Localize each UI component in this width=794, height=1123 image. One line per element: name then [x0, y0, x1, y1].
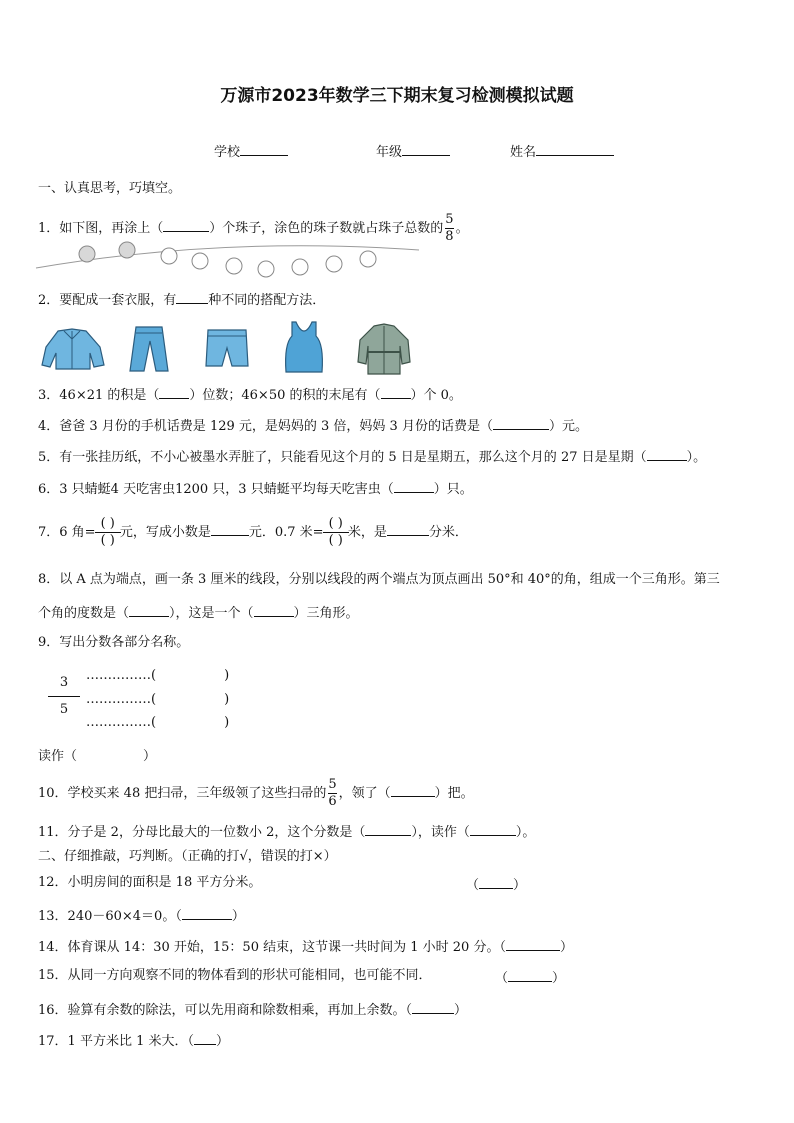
fraction-example: 3 5	[48, 672, 80, 721]
answer-blank[interactable]	[394, 479, 434, 493]
shorts-icon	[204, 328, 250, 370]
trousers-icon	[126, 325, 172, 375]
answer-blank[interactable]	[211, 522, 249, 536]
bead	[326, 256, 342, 272]
question-1: 1．如下图，再涂上（ ）个珠子，涂色的珠子数就占珠子总数的 $\frac{5}{8}$ 。	[38, 212, 469, 244]
answer-blank[interactable]	[254, 603, 294, 617]
shaded-bead	[119, 242, 135, 258]
school-label: 学校	[214, 145, 241, 160]
answer-blank[interactable]	[159, 385, 189, 399]
section-2-heading: 二、仔细推敲，巧判断。（正确的打√，错误的打×）	[38, 849, 337, 864]
fraction-blank[interactable]: $\frac{( )}{( )}$	[326, 517, 346, 548]
bead	[161, 248, 177, 264]
bead	[226, 258, 242, 274]
bead	[258, 261, 274, 277]
bead	[292, 259, 308, 275]
read-as-row[interactable]: 读作（ ）	[38, 749, 157, 764]
question-12: 12．小明房间的面积是 18 平方分米。	[38, 875, 262, 890]
coat-icon	[356, 322, 412, 376]
answer-blank[interactable]	[647, 447, 687, 461]
grade-field[interactable]	[376, 142, 450, 161]
fraction: $\frac{5}{8}$	[445, 212, 454, 244]
bead	[192, 253, 208, 269]
question-8-line-2: 个角的度数是（ ），这是一个（ ）三角形。	[38, 603, 359, 622]
judge-blank[interactable]: （ ）	[495, 968, 565, 987]
judge-blank[interactable]	[412, 1000, 454, 1014]
bead	[360, 251, 376, 267]
question-4: 4．爸爸 3 月份的手机话费是 129 元，是妈妈的 3 倍，妈妈 3 月份的话费是（ ）元。	[38, 416, 588, 435]
jacket-icon	[38, 325, 108, 373]
answer-blank[interactable]	[163, 218, 209, 232]
school-field[interactable]	[214, 142, 288, 161]
judge-blank[interactable]	[194, 1031, 216, 1045]
answer-blank[interactable]	[493, 416, 549, 430]
answer-blank[interactable]	[470, 822, 516, 836]
question-5: 5．有一张挂历纸，不小心被墨水弄脏了，只能看见这个月的 5 日是星期五，那么这个月的 27 日是星期（ ）。	[38, 447, 706, 466]
question-11: 11．分子是 2，分母比最大的一位数小 2，这个分数是（ ），读作（ ）。	[38, 822, 535, 841]
fraction: $\frac{5}{6}$	[328, 777, 337, 809]
name-field[interactable]	[510, 142, 614, 161]
question-3: 3．46×21 的积是（ ）位数；46×50 的积的末尾有（ ）个 0。	[38, 385, 462, 404]
page-title: 万源市2023年数学三下期末复习检测模拟试题	[220, 86, 574, 106]
question-8-line-1: 8．以 A 点为端点，画一条 3 厘米的线段，分别以线段的两个端点为顶点画出 50°和 40°的角，组成一个三角形。第三	[38, 572, 720, 587]
question-7: 7．6 角= $\frac{( )}{( )}$ 元，写成小数是 元．0.7 米= $\frac{( )}{( )}$ 米，是 分米．	[38, 516, 468, 548]
question-13: 13．240－60×4＝0。（ ）	[38, 906, 245, 925]
question-14: 14．体育课从 14：30 开始，15：50 结束，这节课一共时间为 1 小时 20 分。（ ）	[38, 937, 573, 956]
answer-blank[interactable]	[176, 290, 208, 304]
answer-blank[interactable]	[365, 822, 411, 836]
question-2: 2．要配成一套衣服，有 种不同的搭配方法．	[38, 290, 325, 309]
judge-blank[interactable]: （ ）	[466, 875, 526, 894]
grade-label: 年级	[376, 145, 403, 160]
name-label: 姓名	[510, 145, 537, 160]
shaded-bead	[79, 246, 95, 262]
part-name-row[interactable]: ……………( )	[86, 715, 230, 730]
answer-blank[interactable]	[129, 603, 169, 617]
judge-blank[interactable]	[182, 906, 232, 920]
answer-blank[interactable]	[387, 522, 429, 536]
question-10: 10．学校买来 48 把扫帚，三年级领了这些扫帚的 $\frac{5}{6}$ ，领了（ ）把。	[38, 777, 474, 809]
answer-blank[interactable]	[391, 783, 435, 797]
fraction-blank[interactable]: $\frac{( )}{( )}$	[98, 517, 118, 548]
question-15: 15．从同一方向观察不同的物体看到的形状可能相同，也可能不同．	[38, 968, 432, 983]
bead-string-figure	[34, 238, 424, 278]
part-name-row[interactable]: ……………( )	[86, 668, 230, 683]
vest-icon	[282, 320, 326, 374]
part-name-row[interactable]: ……………( )	[86, 692, 230, 707]
judge-blank[interactable]	[506, 937, 560, 951]
section-1-heading: 一、认真思考，巧填空。	[38, 181, 182, 196]
question-16: 16．验算有余数的除法，可以先用商和除数相乘，再加上余数。（ ）	[38, 1000, 467, 1019]
question-17: 17．1 平方米比 1 米大．（ ）	[38, 1031, 229, 1050]
answer-blank[interactable]	[381, 385, 411, 399]
question-6: 6．3 只蜻蜓4 天吃害虫1200 只，3 只蜻蜓平均每天吃害虫（ ）只。	[38, 479, 473, 498]
question-9: 9．写出分数各部分名称。	[38, 635, 190, 650]
